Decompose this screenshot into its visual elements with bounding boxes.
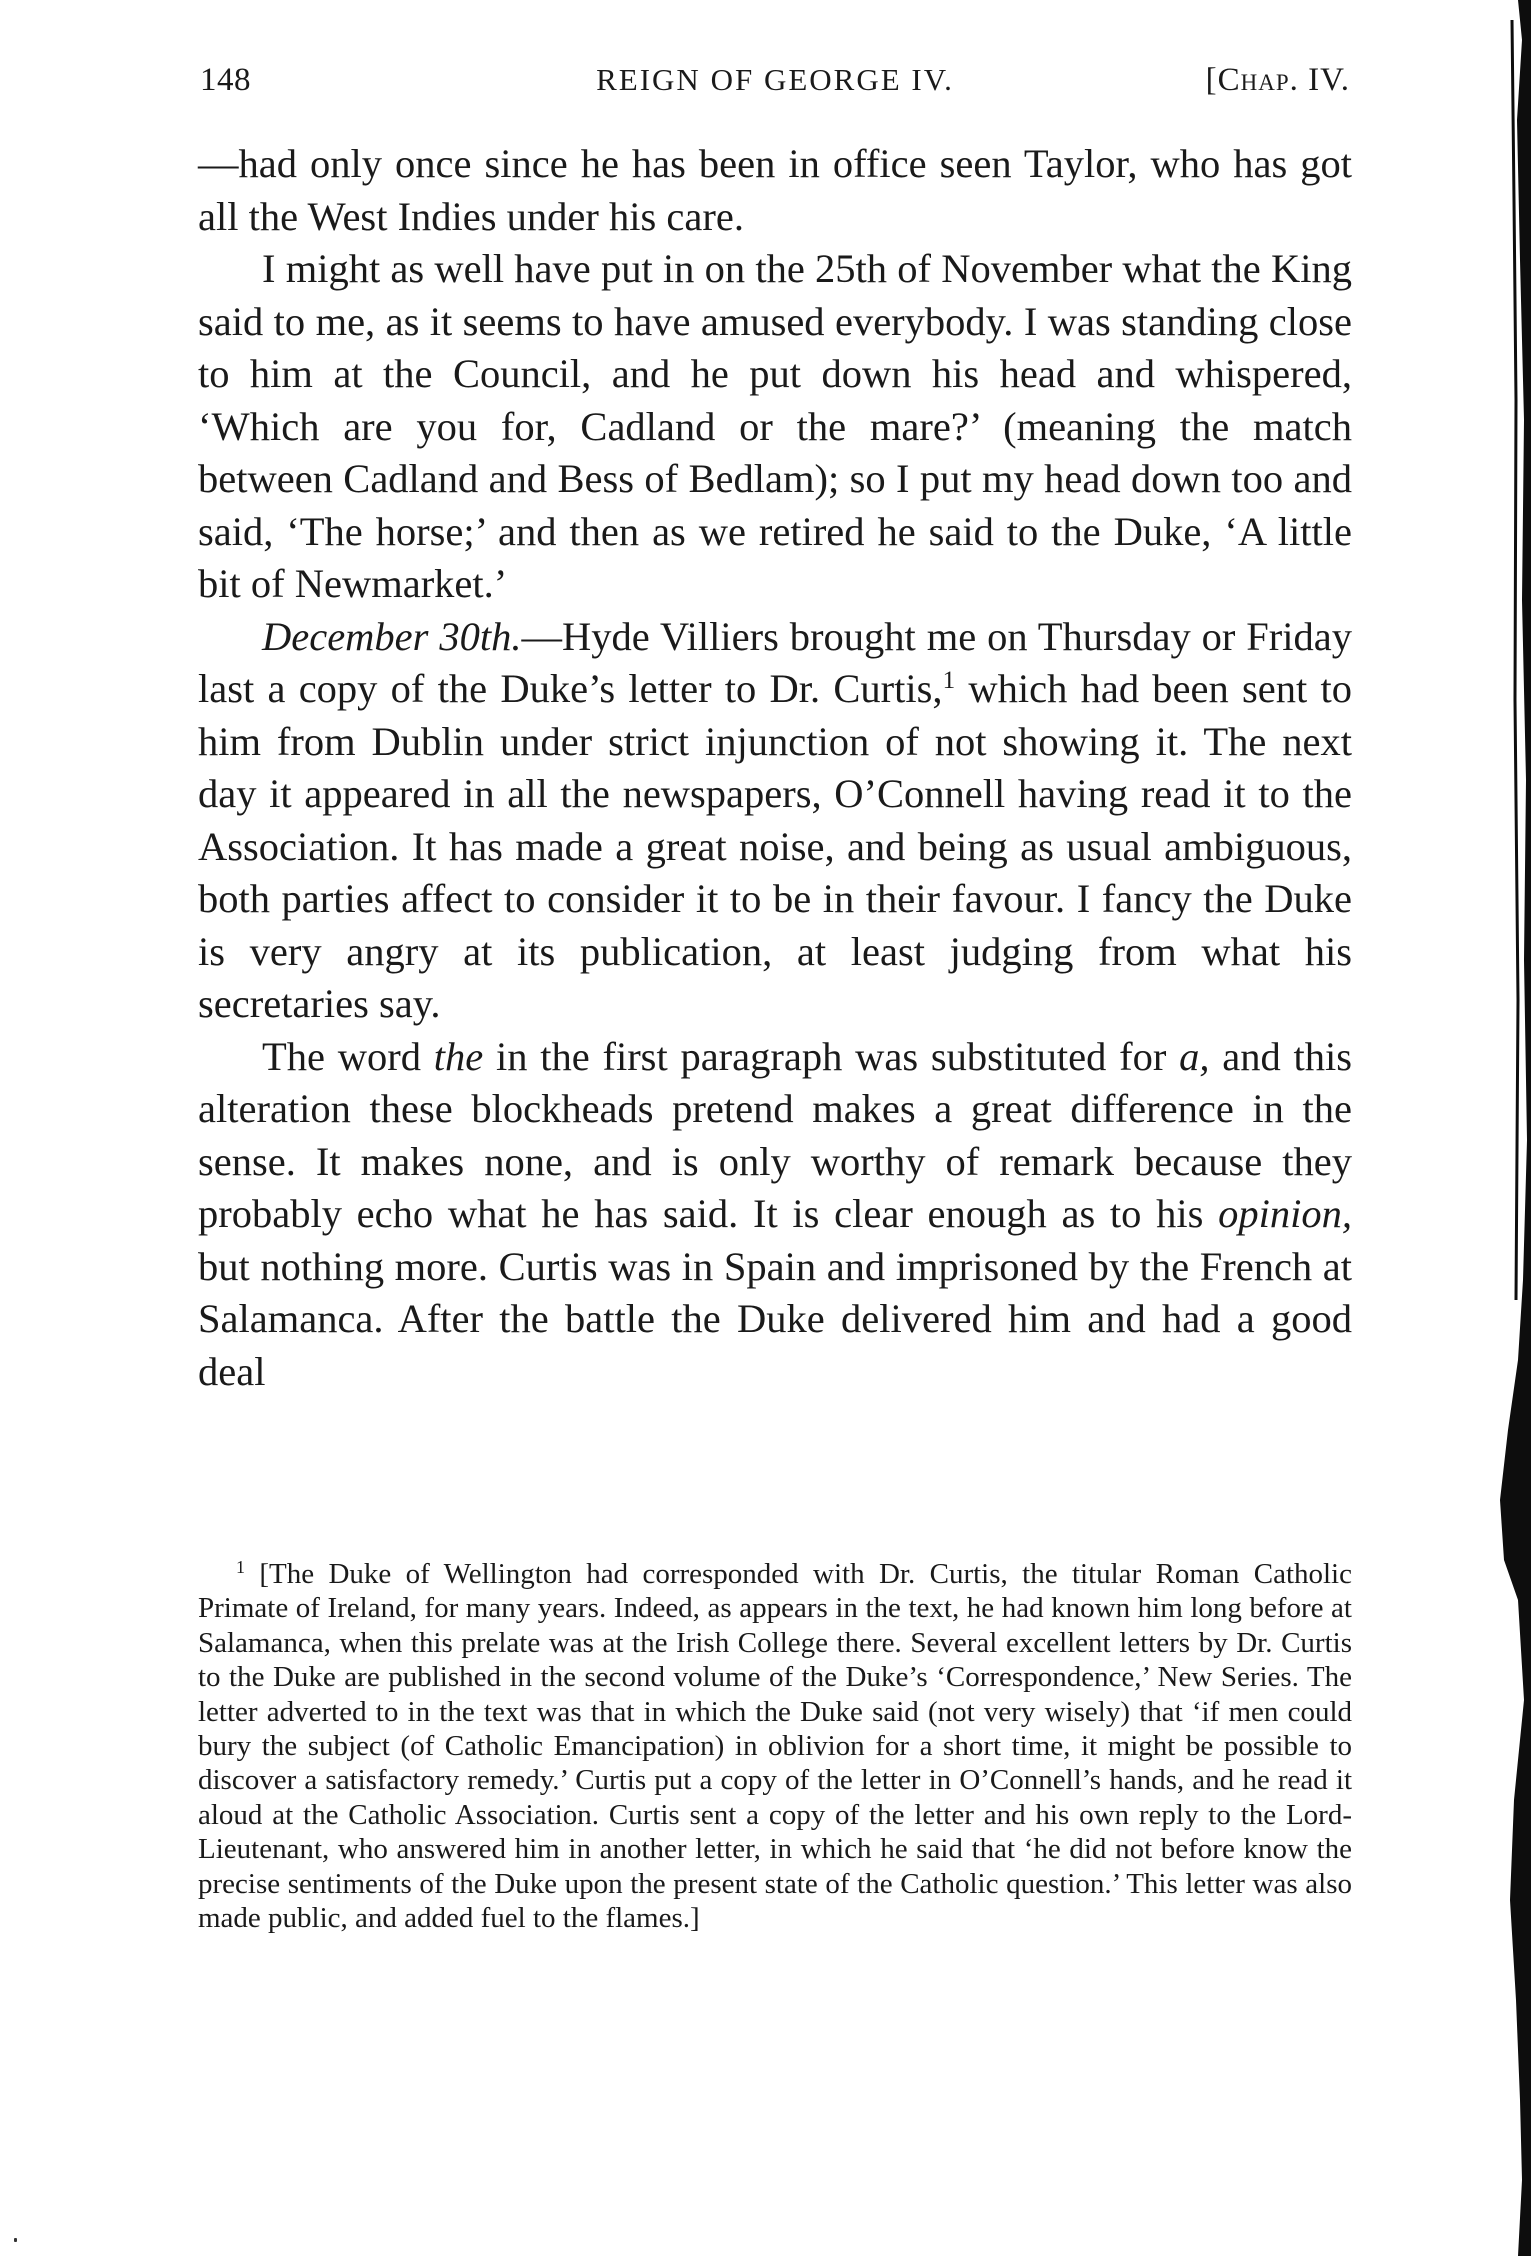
binding-shadow — [1460, 0, 1531, 2256]
paragraph-4 — [198, 1031, 1352, 1399]
paragraph-1: —had only once since he has been in office seen Taylor, who has got all the West Indies under his care. — [198, 141, 1352, 239]
page-number: 148 — [200, 62, 251, 98]
paragraph-3-text-b: which had been sent to him from Dublin under strict injunction of not showing it. The next day it appeared in all the newspapers, O’Connell having read it to the Association. It has made a great noise, and being as usual ambiguous, both parties affect to consider it to be in their favour. I fancy the Duke is very angry at its publication, at least judging from what his secretaries say. — [198, 666, 1352, 1026]
footnote-reference: 1 — [942, 667, 956, 695]
footnote-1 — [198, 1557, 1352, 1935]
paragraph-4-text-b: in the first paragraph was substituted for — [483, 1033, 1180, 1079]
body-text — [198, 138, 1352, 1398]
footnote-marker: 1 — [236, 1557, 245, 1578]
footnotes — [198, 1557, 1352, 1935]
paragraph-4-text-a: The word — [262, 1033, 434, 1079]
paragraph-2: I might as well have put in on the 25th of November what the King said to me, as it seems to have amused everybody. I was standing close to him at the Council, and he put down his head and whispered, ‘Which are you for, Cadland or the mare?’ (meaning the match between Cadland and Bess of Bedlam); so I put my head down too and said, ‘The horse;’ and then as we retired he said to the Duke, ‘A little bit of Newmarket.’ — [198, 246, 1352, 606]
running-title: REIGN OF GEORGE IV. — [596, 62, 954, 97]
italic-word-the: the — [433, 1033, 484, 1079]
paragraph-4-text-c: and this alteration these blockheads pretend makes a great difference in the sense. It makes none, and is only worthy of remark because they probably echo what he has said. It is clear enough as to his — [198, 1033, 1352, 1236]
italic-word-a: a, — [1179, 1033, 1210, 1079]
ink-speck — [14, 2238, 17, 2242]
binding-edge-line — [1512, 20, 1518, 1300]
entry-date: December 30th. — [262, 613, 522, 659]
chapter-label: [Chap. IV. — [1205, 62, 1350, 98]
running-head — [200, 62, 1350, 112]
paragraph-3-text-a: —Hyde Villiers brought me on Thursday or Friday last a copy of the Duke’s letter to Dr. Curtis, — [198, 613, 1352, 711]
footnote-text: [The Duke of Wellington had corresponded with Dr. Curtis, the titular Roman Catholic Primate of Ireland, for many years. Indeed, as appears in the text, he had known him long before at Salamanca, when this prelate was at the Irish College there. Several excellent letters by Dr. Curtis to the Duke are published in the second volume of the Duke’s ‘Correspondence,’ New Series. The letter adverted to in the text was that in which the Duke said (not very wisely) that ‘if men could bury the subject (of Catholic Emancipation) in oblivion for a short time, it might be possible to discover a satisfactory remedy.’ Curtis put a copy of the letter in O’Connell’s hands, and he read it aloud at the Catholic Association. Curtis sent a copy of the letter and his own reply to the Lord-Lieutenant, who answered him in another letter, in which he said that ‘he did not before know the precise sentiments of the Duke upon the present state of the Catholic question.’ This letter was also made public, and added fuel to the flames.] — [198, 1558, 1352, 1935]
italic-word-opinion: opinion, — [1218, 1191, 1352, 1236]
paragraph-4-text-d: but nothing more. Curtis was in Spain and imprisoned by the French at Salamanca. After the battle the Duke delivered him and had a good deal — [198, 1243, 1352, 1394]
paragraph-3 — [198, 611, 1352, 1031]
